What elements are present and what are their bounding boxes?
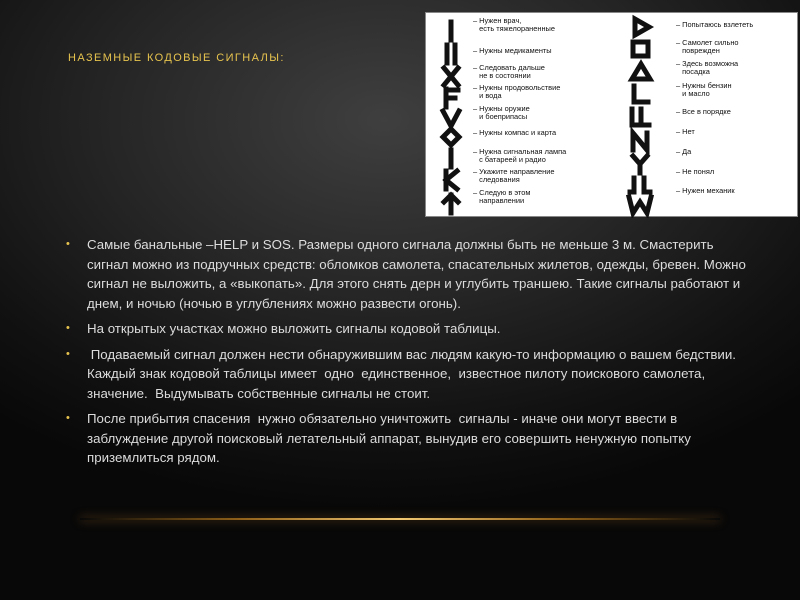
symbol-ii-icon (447, 45, 455, 63)
list-item-text: На открытых участках можно выложить сигналы кодовой таблицы. (87, 321, 501, 336)
code-label: – Нужен врач, есть тяжелораненные (473, 16, 555, 34)
bullet-icon: • (66, 347, 70, 360)
slide-title: НАЗЕМНЫЕ КОДОВЫЕ СИГНАЛЫ: (68, 52, 285, 64)
symbol-w-icon (629, 197, 651, 213)
decorative-divider (80, 518, 720, 520)
symbol-triangle-up-icon (632, 64, 650, 79)
bullet-icon: • (66, 238, 70, 250)
code-label: – Укажите направление следования (473, 167, 555, 185)
code-label: – Следовать дальше не в состоянии (473, 63, 545, 81)
code-label: – Нужны медикаменты (473, 46, 552, 55)
bullet-list (66, 235, 752, 474)
bullet-icon: • (66, 322, 70, 334)
code-label: – Нужны компас и карта (473, 128, 557, 137)
code-label: – Да (676, 147, 692, 156)
symbol-y-icon (633, 156, 647, 173)
code-label: – Нужны бензин и масло (676, 81, 732, 99)
symbol-diamond-icon (443, 129, 459, 145)
list-item-text: Самые банальные –HELP и SOS. Размеры одного сигнала должны быть не меньше 3 м. Смастерить сигнал можно из подручных средств: обломков самолета, спасательных жилетов, одежды, бревен. Можно сигнал не выложить, а «выкопать». Для этого снять дерн и углубить траншею. Такие сигналы работают и днем, и ночью (ночью в углублениях можно развести огонь). (87, 237, 746, 311)
symbol-triangle-right-icon (635, 19, 649, 35)
code-label: – Нет (676, 127, 695, 136)
code-label: – Не понял (676, 167, 715, 176)
code-label: – Нужен механик (676, 186, 735, 195)
list-item (66, 319, 752, 339)
code-label: – Нужны оружие и боеприпасы (473, 104, 530, 122)
symbol-n-icon (633, 133, 647, 150)
code-label: – Здесь возможна посадка (676, 59, 739, 77)
symbol-f-icon (446, 89, 458, 107)
code-label: – Нужна сигнальная лампа с батареей и радио (473, 147, 567, 165)
symbol-v-icon (443, 111, 459, 126)
symbol-square-icon (633, 42, 648, 56)
code-table-image (425, 12, 798, 217)
symbol-l-icon (634, 86, 648, 102)
symbol-k-icon (446, 171, 457, 189)
code-label: – Попытаюсь взлететь (676, 20, 754, 29)
bullet-icon: • (66, 412, 70, 424)
code-label: – Следую в этом направлении (473, 188, 531, 206)
symbol-arrow-up-icon (444, 195, 458, 213)
list-item (66, 409, 752, 468)
list-item (66, 345, 752, 404)
symbol-x-icon (444, 68, 458, 85)
code-label: – Самолет сильно поврежден (676, 38, 739, 56)
symbol-ll-icon (632, 109, 649, 125)
list-item-text: После прибытия спасения нужно обязательно уничтожить сигналы - иначе они могут ввести в заблуждение другой поисковый летательный аппарат, вынудив его совершить ненужную попытку приземлиться рядом. (87, 411, 695, 465)
list-item (66, 235, 752, 313)
code-label: – Нужны продовольствие и вода (473, 83, 561, 101)
list-item-text: Подаваемый сигнал должен нести обнаружившим вас людям какую-то информацию о вашем бедствии. Каждый знак кодовой таблицы имеет одно единственное, известное пилоту поискового самолета, значение. Выдумывать собственные сигналы не стоит. (87, 346, 740, 401)
code-label: – Все в порядке (676, 107, 731, 116)
symbol-jl-icon (630, 178, 650, 192)
